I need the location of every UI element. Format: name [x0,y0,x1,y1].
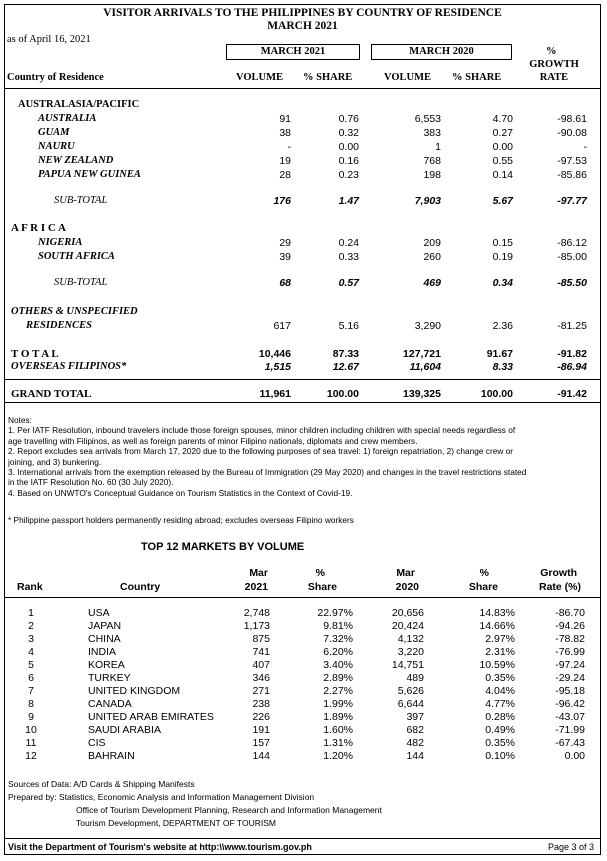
table-row [4,711,601,724]
growth-rate: -98.61 [557,113,587,125]
share-2021: 87.33 [332,348,359,360]
subtotal-label: SUB-TOTAL [54,277,108,288]
rank-cell: 12 [25,750,37,762]
rank-cell: 9 [28,711,34,723]
share20-header-b: Share [468,581,498,593]
volume-2021: 10,446 [258,348,291,360]
volume-2021: 39 [279,251,291,263]
country-label: RESIDENCES [26,320,92,331]
note-2b: joining, and 3) bunkering. [8,456,102,467]
volume-2020-cell: 144 [406,750,424,762]
table-row [4,737,601,750]
share-2020-cell: 0.35% [485,672,515,684]
table-row [4,685,601,698]
growth-rate-cell: -67.43 [555,737,585,749]
share-2021-cell: 1.60% [323,724,353,736]
share-2020-cell: 2.97% [485,633,515,645]
share-2020: 100.00 [480,388,513,400]
country-cell: JAPAN [88,620,122,632]
grand-total-top-rule [4,379,601,380]
overseas-label: OVERSEAS FILIPINOS* [11,361,127,372]
country-cell: USA [88,607,110,619]
volume-2021-cell: 346 [252,672,270,684]
share-2020: 0.00 [492,141,513,153]
rank-cell: 10 [25,724,37,736]
volume-2020-cell: 20,656 [391,607,424,619]
overseas-filipinos-row [4,361,601,375]
table-row [4,237,601,251]
share-2020: 0.55 [492,155,513,167]
table-row [4,633,601,646]
as-of-date: as of April 16, 2021 [7,34,91,45]
table-row [4,306,601,320]
share-2021: 12.67 [332,361,359,373]
table-row [4,155,601,169]
share-2021-cell: 6.20% [323,646,353,658]
volume-2021: 19 [279,155,291,167]
share-2021: 5.16 [338,320,359,332]
growth-rate: -97.77 [557,195,587,207]
office-line: Office of Tourism Development Planning, Research and Information Management [76,805,382,815]
volume-2020: 469 [423,277,441,289]
report-title: VISITOR ARRIVALS TO THE PHILIPPINES BY COUNTRY OF RESIDENCE [103,7,502,19]
growth-rate-cell: -97.24 [555,659,585,671]
share-2021: 0.33 [338,251,359,263]
country-cell: CHINA [88,633,121,645]
country-cell: KOREA [88,659,125,671]
share-2021-cell: 9.81% [323,620,353,632]
volume-2021-cell: 271 [252,685,270,697]
share-2021-header: % SHARE [303,72,353,83]
rank-cell: 5 [28,659,34,671]
country-cell: UNITED KINGDOM [88,685,181,697]
growth-rate: -90.08 [557,127,587,139]
total-label: T O T A L [11,348,59,360]
share-2021: 0.00 [338,141,359,153]
share-2020: 91.67 [486,348,513,360]
rank-cell: 6 [28,672,34,684]
share-2020-cell: 14.83% [479,607,515,619]
volume-2020: 260 [423,251,441,263]
footnote-overseas: * Philippine passport holders permanently residing abroad; excludes overseas Filipino workers [8,515,354,525]
growth-rate-cell: 0.00 [564,750,585,762]
mar20-header-b: 2020 [395,581,419,593]
note-2a: 2. Report excludes sea arrivals from March 17, 2020 due to the following purposes of sea travel: 1) foreign repatriation, 2) change crew or [8,446,513,457]
rank-cell: 1 [28,607,34,619]
growth-rate-cell: -86.70 [555,607,585,619]
table-row [4,169,601,183]
growth-rate-cell: -96.42 [555,698,585,710]
share-2021: 0.16 [338,155,359,167]
note-1a: 1. Per IATF Resolution, inbound travelers include those foreign spouses, minor children including children with special needs regardless of [8,425,516,436]
share-2021-cell: 2.89% [323,672,353,684]
country-label: NAURU [38,141,75,152]
region-label: A F R I C A [11,222,66,234]
notes-heading: Notes: [8,415,32,425]
table-row [4,672,601,685]
sources-line: Sources of Data: A/D Cards & Shipping Manifests [8,779,195,789]
country-header: Country of Residence [7,72,104,83]
share-2020: 0.19 [492,251,513,263]
share-2021-cell: 22.97% [317,607,353,619]
volume-2021-cell: 2,748 [243,607,270,619]
share-2021-cell: 1.89% [323,711,353,723]
volume-2021-cell: 875 [252,633,270,645]
rank-cell: 3 [28,633,34,645]
volume-2021-cell: 144 [252,750,270,762]
volume-2021: - [287,141,291,153]
table-row [4,99,601,113]
country-label: AUSTRALIA [38,113,97,124]
growth-rate: -85.00 [557,251,587,263]
growth-rate-cell: -43.07 [555,711,585,723]
rank-header: Rank [17,581,43,593]
growth-rate-cell: -94.26 [555,620,585,632]
share-2020-cell: 0.35% [485,737,515,749]
share-2021-cell: 7.32% [323,633,353,645]
volume-2020: 1 [435,141,441,153]
share-2020-cell: 14.66% [479,620,515,632]
rank-cell: 8 [28,698,34,710]
pct-top-label: % [546,46,557,57]
note-4: 4. Based on UNWTO's Conceptual Guidance on Tourism Statistics in the Context of Covid-19. [8,487,353,498]
note-3b: in the IATF Resolution No. 60 (30 July 2020). [8,477,174,488]
volume-2021-cell: 238 [252,698,270,710]
top12-title: TOP 12 MARKETS BY VOLUME [141,541,305,553]
volume-2021: 11,961 [259,388,291,400]
volume-2021-cell: 407 [252,659,270,671]
share21-header-b: Share [307,581,337,593]
share-2020-cell: 4.77% [485,698,515,710]
share-2021-cell: 3.40% [323,659,353,671]
volume-2020: 127,721 [403,348,441,360]
country-cell: CIS [88,737,106,749]
region-label: AUSTRALASIA/PACIFIC [18,99,140,110]
growth-header-a: Growth [540,567,577,579]
group-header-march-2020: MARCH 2020 [371,44,512,60]
country-cell: UNITED ARAB EMIRATES [88,711,214,723]
top12-header-row-2 [4,581,601,594]
volume-2020: 383 [423,127,441,139]
table-row [4,320,601,334]
department-line: Tourism Development, DEPARTMENT OF TOURISM [76,818,276,828]
share-2021-cell: 2.27% [323,685,353,697]
country-label: NIGERIA [38,237,83,248]
table-row [4,127,601,141]
volume-2021: 38 [279,127,291,139]
page-number: Page 3 of 3 [547,842,594,852]
share-2020-cell: 0.28% [485,711,515,723]
growth-rate: -91.42 [557,388,587,400]
table-row [4,646,601,659]
grand-total-label: GRAND TOTAL [11,388,92,400]
share-2021-cell: 1.20% [323,750,353,762]
growth-rate: -85.86 [557,169,587,181]
subtotal-row [4,195,601,209]
mar21-header-b: 2021 [244,581,268,593]
total-row [4,348,601,362]
volume-2021-cell: 157 [252,737,270,749]
volume-2021: 68 [279,277,291,289]
share-2021: 0.57 [338,277,359,289]
rank-cell: 7 [28,685,34,697]
top12-header-row-1 [4,567,601,580]
share-2021: 0.24 [338,237,359,249]
volume-2020-cell: 5,626 [397,685,424,697]
share-2021-cell: 1.99% [323,698,353,710]
notes-section [8,415,593,498]
growth-rate: -86.94 [557,361,587,373]
growth-rate: -91.82 [557,348,587,360]
note-1b: age travelling with Filipinos, as well as foreign parents of minor Filipino nationals, diplomats and crew members. [8,435,418,446]
volume-2020-cell: 482 [406,737,424,749]
volume-2021-cell: 1,173 [243,620,270,632]
volume-2020: 6,553 [414,113,441,125]
country-cell: TURKEY [88,672,131,684]
volume-2020: 768 [423,155,441,167]
grand-total-row [4,388,601,402]
region-label: OTHERS & UNSPECIFIED [11,306,138,317]
share-2021: 0.32 [338,127,359,139]
share-2020: 5.67 [492,195,513,207]
country-cell: BAHRAIN [88,750,135,762]
volume-2021-cell: 741 [252,646,270,658]
share-2020: 8.33 [492,361,513,373]
growth-rate: -97.53 [557,155,587,167]
report-month: MARCH 2021 [267,20,338,32]
volume-2020-cell: 489 [406,672,424,684]
country-cell: SAUDI ARABIA [88,724,161,736]
growth-rate-cell: -71.99 [555,724,585,736]
rank-cell: 2 [28,620,34,632]
country-cell: INDIA [88,646,117,658]
grand-total-bottom-rule [4,402,601,403]
table-row [4,698,601,711]
share-2020: 0.34 [492,277,513,289]
share-2020: 2.36 [492,320,513,332]
volume-2021: 617 [273,320,291,332]
country-label: GUAM [38,127,70,138]
share-2020: 0.14 [492,169,513,181]
volume-2021: 28 [279,169,291,181]
volume-2020-cell: 14,751 [391,659,424,671]
share20-header-a: % [479,567,489,579]
volume-2021-header: VOLUME [236,72,284,83]
footer-rule [4,838,601,839]
share-2021: 1.47 [338,195,359,207]
share-2021-cell: 1.31% [323,737,353,749]
share-2020-cell: 0.10% [485,750,515,762]
volume-2020: 11,604 [409,361,441,373]
volume-2020-cell: 682 [406,724,424,736]
growth-rate-cell: -29.24 [555,672,585,684]
subtotal-row [4,277,601,291]
country-label: SOUTH AFRICA [38,251,115,262]
volume-2020: 198 [423,169,441,181]
country-header: Country [120,581,161,593]
volume-2020-cell: 397 [406,711,424,723]
share-2020-cell: 2.31% [485,646,515,658]
share-2020-cell: 10.59% [479,659,515,671]
growth-rate: - [583,141,587,153]
top12-header-rule [4,597,601,598]
volume-2021: 29 [279,237,291,249]
share-2020-cell: 4.04% [485,685,515,697]
website-link[interactable]: Visit the Department of Tourism's website at http:\\www.tourism.gov.ph [8,842,312,852]
volume-2021: 176 [273,195,291,207]
group-header-march-2021: MARCH 2021 [226,44,360,60]
table-row [4,659,601,672]
table-row [4,724,601,737]
header-divider [4,88,601,89]
mar21-header-a: Mar [249,567,268,579]
share-2021: 0.76 [338,113,359,125]
volume-2020: 3,290 [414,320,441,332]
growth-rate-cell: -78.82 [555,633,585,645]
share21-header-a: % [315,567,325,579]
subtotal-label: SUB-TOTAL [54,195,108,206]
share-2021: 0.23 [338,169,359,181]
table-row [4,251,601,265]
growth-header-b: Rate (%) [538,581,581,593]
share-2020-cell: 0.49% [485,724,515,736]
table-row [4,113,601,127]
volume-2020-header: VOLUME [384,72,432,83]
volume-2020: 209 [423,237,441,249]
volume-2020: 7,903 [414,195,441,207]
table-row [4,607,601,620]
growth-rate: -81.25 [557,320,587,332]
growth-rate: -86.12 [557,237,587,249]
table-row [4,620,601,633]
rank-cell: 11 [25,737,37,749]
volume-2020-cell: 6,644 [397,698,424,710]
volume-2021-cell: 226 [252,711,270,723]
share-2020: 4.70 [492,113,513,125]
growth-rate-cell: -95.18 [555,685,585,697]
share-2021: 100.00 [326,388,359,400]
volume-2021: 91 [279,113,291,125]
growth-rate: -85.50 [557,277,587,289]
share-2020: 0.15 [492,237,513,249]
table-row [4,222,601,236]
prepared-by-line: Prepared by: Statistics, Economic Analysis and Information Management Division [8,792,315,802]
growth-rate-cell: -76.99 [555,646,585,658]
share-2020-header: % SHARE [452,72,502,83]
note-3a: 3. International arrivals from the exemption released by the Bureau of Immigration (29 May 2020) and changes in the travel restrictions stated [8,467,527,478]
rank-cell: 4 [28,646,34,658]
share-2020: 0.27 [492,127,513,139]
volume-2020-cell: 3,220 [397,646,424,658]
country-cell: CANADA [88,698,132,710]
country-label: NEW ZEALAND [38,155,114,166]
table-row [4,750,601,763]
table-row [4,141,601,155]
volume-2020: 139,325 [403,388,441,400]
volume-2021: 1,515 [264,361,291,373]
volume-2020-cell: 20,424 [391,620,424,632]
mar20-header-a: Mar [396,567,415,579]
volume-2021-cell: 191 [252,724,270,736]
country-label: PAPUA NEW GUINEA [38,169,141,180]
volume-2020-cell: 4,132 [397,633,424,645]
growth-rate-header: GROWTH RATE [529,59,579,83]
